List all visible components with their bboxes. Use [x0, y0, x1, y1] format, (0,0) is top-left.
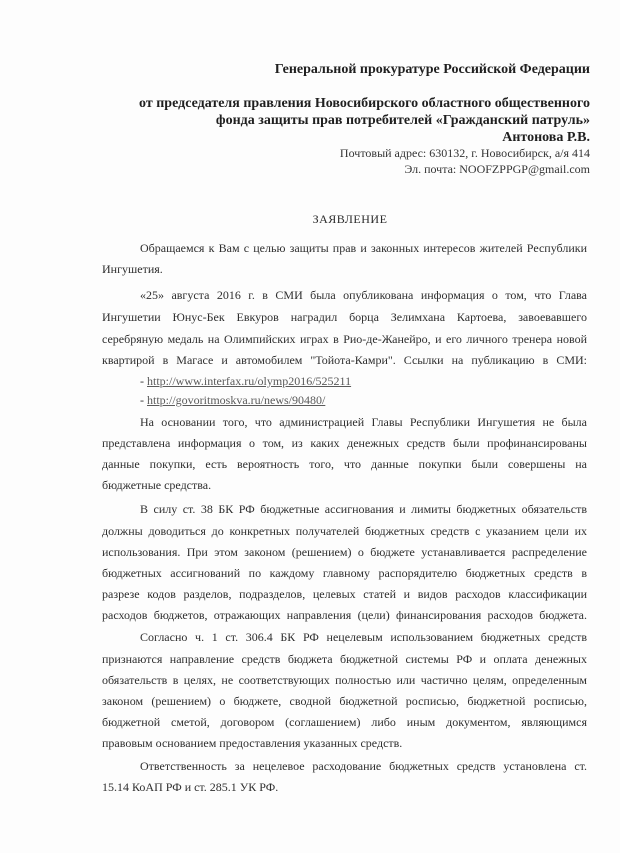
link-govoritmoskva[interactable]: http://govoritmoskva.ru/news/90480/	[147, 393, 326, 407]
paragraph-line: бюджетные средства.	[102, 478, 212, 492]
sender-name: Антонова Р.В.	[502, 130, 590, 145]
paragraph-line: Ответственность за нецелевое расходование бюджетных средств установлена ст.	[140, 759, 587, 773]
paragraph-line: бюджетных ассигнований по каждому главному распорядителю бюджетных средств в	[102, 566, 587, 580]
paragraph-line: В силу ст. 38 БК РФ бюджетные ассигнования и лимиты бюджетных обязательств	[140, 502, 587, 516]
paragraph-line: разрезе кодов разделов, подразделов, целевых статей и видов расходов классификации	[102, 587, 587, 601]
paragraph-line: квартирой в Магасе и автомобилем "Тойота-Камри". Ссылки на публикацию в СМИ:	[102, 353, 587, 367]
link-bullet: -	[140, 374, 147, 388]
link-item-1	[140, 374, 587, 388]
paragraph-line: На основании того, что администрацией Главы Республики Ингушетия не была	[140, 415, 587, 429]
paragraph-line: Ингушетии Юнус-Бек Евкуров наградил борца Зелимхана Картоева, завоевавшего	[102, 310, 587, 324]
paragraph-line: Обращаемся к Вам с целью защиты прав и законных интересов жителей Республики	[140, 241, 587, 255]
paragraph-line: «25» августа 2016 г. в СМИ была опубликована информация о том, что Глава	[140, 288, 587, 302]
sender-line-2: фонда защиты прав потребителей «Гражданский патруль»	[215, 113, 590, 128]
link-item-2	[140, 393, 587, 407]
paragraph-line: 15.14 КоАП РФ и ст. 285.1 УК РФ.	[102, 780, 279, 794]
sender-line-1: от председателя правления Новосибирского областного общественного	[139, 96, 590, 111]
link-bullet: -	[140, 393, 147, 407]
paragraph-line: должны доводиться до конкретных получателей бюджетных средств с указанием цели их	[102, 524, 587, 538]
paragraph-line: представлена информация о том, из каких денежных средств были профинансированы	[102, 436, 587, 450]
postal-address: Почтовый адрес: 630132, г. Новосибирск, а/я 414	[339, 146, 590, 160]
paragraph-line: признаются направление средств бюджета бюджетной системы РФ и оплата денежных	[102, 652, 587, 666]
paragraph-line: законом (решением) о бюджете, сводной бюджетной росписью, бюджетной росписью,	[102, 694, 587, 708]
addressee: Генеральной прокуратуре Российской Федерации	[274, 62, 590, 77]
email-address: Эл. почта: NOOFZPPGP@gmail.com	[404, 162, 590, 176]
link-interfax[interactable]: http://www.interfax.ru/olymp2016/525211	[147, 374, 352, 388]
paragraph-line: бюджетной сметой, договором (соглашением) либо иным документом, являющимся	[102, 715, 587, 729]
paragraph-line: данные покупки, есть вероятность того, что данные покупки были совершены на	[102, 457, 587, 471]
paragraph-line: обязательств в целях, не соответствующих полностью или частично целям, определенным	[102, 673, 587, 687]
paragraph-line: Согласно ч. 1 ст. 306.4 БК РФ нецелевым использованием бюджетных средств	[140, 630, 587, 644]
paragraph-line: серебряную медаль на Олимпийских играх в Рио-де-Жанейро, и его личного тренера новой	[102, 332, 587, 346]
paragraph-line: использования. При этом законом (решением) о бюджете устанавливается распределение	[102, 545, 587, 559]
paragraph-line: расходов бюджетов, отражающих направления (цели) финансирования расходов бюджета.	[102, 608, 587, 622]
paragraph-line: правовым основанием предоставления указанных средств.	[102, 736, 403, 750]
paragraph-line: Ингушетия.	[102, 262, 163, 276]
document-title: ЗАЯВЛЕНИЕ	[312, 212, 388, 226]
